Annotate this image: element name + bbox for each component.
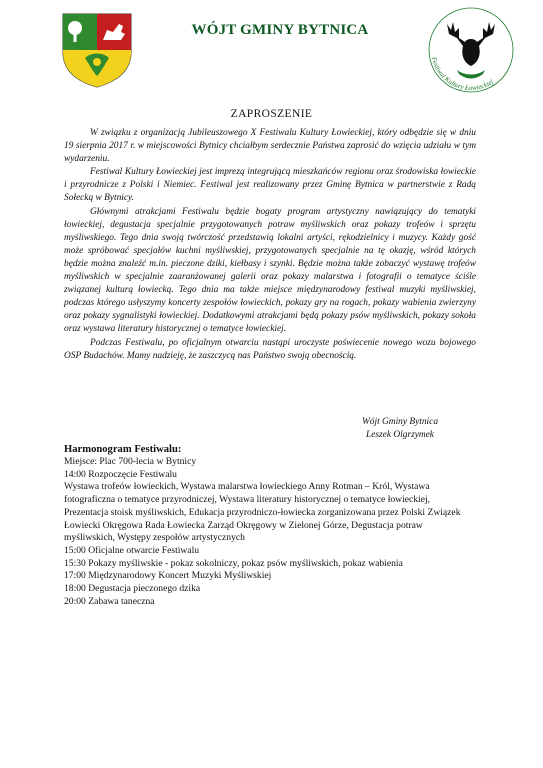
coat-of-arms-emblem (61, 12, 133, 88)
schedule-item: 14:00 Rozpoczęcie Festiwalu (64, 468, 177, 480)
schedule-exhibitions: Wystawa trofeów łowieckich, Wystawa malarstwa łowieckiego Anny Rotman – Król, Wystawa fotograficzna o tematyce przyrodniczej, Wystawa literatury historycznej o tematyce łowieckiej, Prezentacja stoisk myśliwskich, Edukacja przyrodniczo-łowiecka zorganizowana przez Polski Związek Łowiecki Okręgowa Rada Łowiecka Zarząd Okręgowy w Zielonej Górze, Degustacja potraw myśliwskich, Występy zespołów artystycznych (64, 481, 461, 544)
schedule-item: 20:00 Zabawa taneczna (64, 595, 155, 607)
deer-festival-logo (417, 4, 524, 94)
schedule-title: Harmonogram Festiwalu: (64, 444, 182, 455)
paragraph: Festiwal Kultury Łowieckiej jest imprezą integrującą mieszkańców regionu oraz środowiska łowieckie i przyrodnicze z Polski i Niemiec. Festiwal jest realizowany przez Gminę Bytnica w partnerstwie z Radą Sołecką w Bytnicy. (64, 167, 476, 204)
paragraph: Głównymi atrakcjami Festiwalu będzie bogaty program artystyczny nawiązujący do tematyki łowieckiej, degustacja specjalnie przygotowanych potraw myśliwskich oraz pokazy trofeów i sprzętu myśliwskiego. Tego dnia swoją twórczość przedstawią lokalni artyści, rękodzielnicy i muzycy. Każdy gość może spróbować specjałów kuchni myśliwskiej, przygotowanych specjalnie na tę okazję, wśród których będzie można znaleźć m.in. pieczone dziki, kiełbasy i szynki. Będzie można także zobaczyć wystawę trofeów myśliwskich w specjalnie zaaranżowanej galerii oraz pokazy malarstwa i fotografii o tematyce ściśle związanej kulturą łowiecką. Tego dnia ma także miejsce międzynarodowy festiwal muzyki myśliwskiej, podczas którego usłyszymy koncerty zespołów łowieckich, pokazy gry na rogach, pokazy wabienia zwierzyny oraz pokazy sygnalistyki łowieckiej. Dodatkowymi atrakcjami będą pokazy psów myśliwskich, pokazy sokoła oraz wystawa literatury historycznej o tematyce łowieckiej. (64, 206, 476, 335)
logo-arc-text: Festiwal Kultury Łowieckiej (429, 56, 495, 93)
schedule-item: 15:30 Pokazy myśliwskie - pokaz sokolniczy, pokaz psów myśliwskich, pokaz wabienia (64, 557, 403, 569)
header-title: WÓJT GMINY BYTNICA (191, 22, 369, 38)
paragraph: W związku z organizacją Jubileuszowego X Festiwalu Kultury Łowieckiej, który odbędzie się w dniu 19 sierpnia 2017 r. w miejscowości Bytnicy chciałbym serdecznie Państwa zaprosić do wzięcia udziału w tym wydarzeniu. (64, 128, 476, 165)
invitation-body (64, 127, 476, 363)
festival-schedule (64, 443, 474, 608)
schedule-item: 17:00 Międzynarodowy Koncert Muzyki Myśliwskiej (64, 570, 272, 582)
schedule-place: Miejsce: Plac 700-lecia w Bytnicy (64, 456, 197, 467)
signature-title: Wójt Gminy Bytnica (361, 417, 439, 427)
paragraph: Podczas Festiwalu, po oficjalnym otwarciu nastąpi uroczyste poświecenie nowego wozu bojowego OSP Budachów. Mamy nadzieję, że zaszczycą nas Państwo swoją obecnością. (64, 337, 476, 361)
document-title: ZAPROSZENIE (230, 108, 313, 120)
signature-block (330, 416, 470, 442)
schedule-item: 15:00 Oficjalne otwarcie Festiwalu (64, 544, 200, 556)
schedule-item: 18:00 Degustacja pieczonego dzika (64, 583, 201, 595)
signature-name: Leszek Olgrzymek (366, 430, 434, 440)
